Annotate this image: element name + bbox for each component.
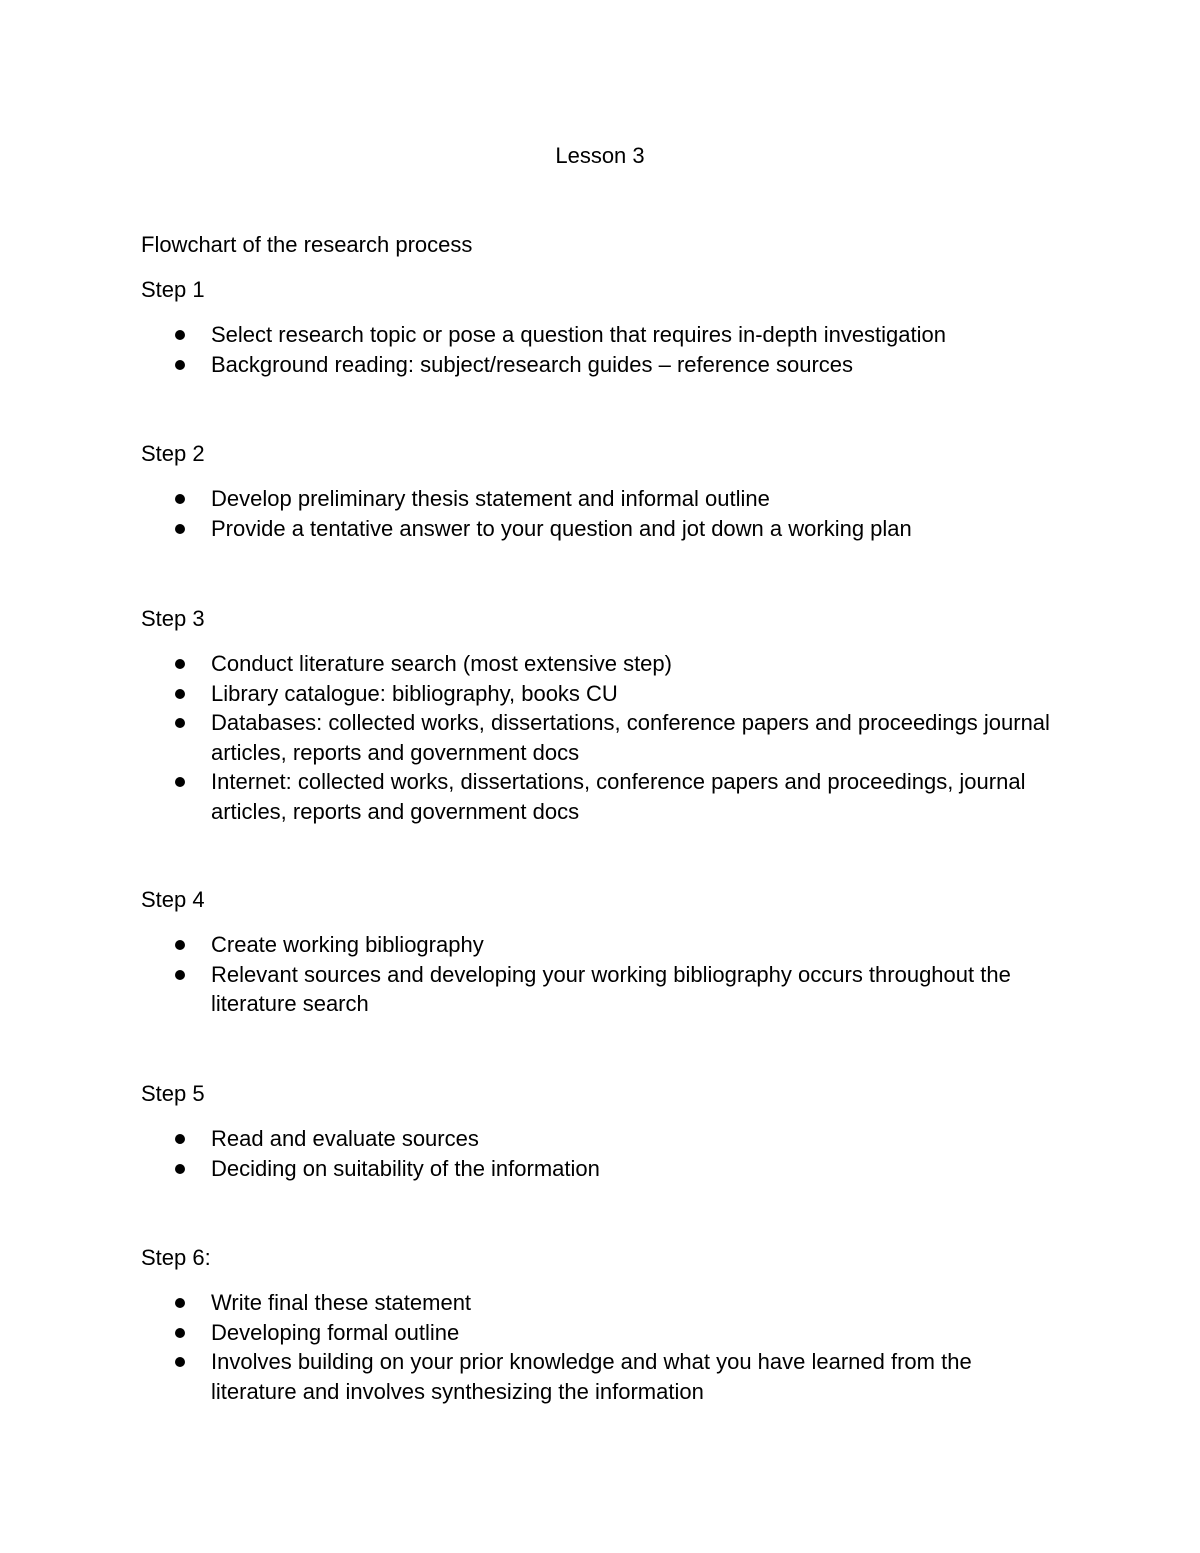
list-item <box>141 514 1061 544</box>
step-section-6 <box>141 1243 1061 1406</box>
bullet-list <box>141 1288 1061 1406</box>
bullet-icon <box>175 1134 185 1144</box>
list-item-text: Databases: collected works, dissertations, conference papers and proceedings journal articles, reports and government docs <box>211 710 1050 765</box>
step-section-3 <box>141 604 1061 826</box>
list-item-text: Write final these statement <box>211 1290 472 1315</box>
step-heading: Step 6: <box>141 1245 211 1270</box>
bullet-icon <box>175 940 185 950</box>
step-heading: Step 3 <box>141 606 205 631</box>
list-item <box>141 960 1061 1019</box>
list-item <box>141 350 1061 380</box>
list-item-text: Deciding on suitability of the information <box>211 1155 600 1181</box>
list-item-text: Relevant sources and developing your working bibliography occurs throughout the literature search <box>211 961 1011 1016</box>
list-item <box>141 679 1061 709</box>
list-item-text: Provide a tentative answer to your question and jot down a working plan <box>211 515 912 541</box>
list-item <box>141 1124 1061 1154</box>
list-item-text: Background reading: subject/research guides – reference sources <box>211 351 854 377</box>
list-item-text: Involves building on your prior knowledge and what you have learned from the literature and involves synthesizing the information <box>211 1349 972 1404</box>
bullet-list <box>141 1124 1061 1183</box>
bullet-icon <box>175 330 185 340</box>
bullet-icon <box>175 360 185 370</box>
list-item-text: Select research topic or pose a question that requires in-depth investigation <box>211 322 946 347</box>
list-item <box>141 320 1061 350</box>
list-item-text: Library catalogue: bibliography, books CU <box>211 680 618 706</box>
list-item-text: Developing formal outline <box>211 1319 460 1345</box>
list-item <box>141 1288 1061 1318</box>
bullet-list <box>141 484 1061 543</box>
bullet-icon <box>175 970 185 980</box>
list-item <box>141 708 1061 767</box>
list-item <box>141 484 1061 514</box>
list-item <box>141 1154 1061 1184</box>
bullet-icon <box>175 689 185 699</box>
document-subtitle: Flowchart of the research process <box>141 232 473 257</box>
list-item <box>141 649 1061 679</box>
step-section-5 <box>141 1079 1061 1183</box>
list-item <box>141 930 1061 960</box>
list-item <box>141 1318 1061 1348</box>
list-item-text: Develop preliminary thesis statement and informal outline <box>211 486 770 511</box>
bullet-list <box>141 320 1061 379</box>
list-item <box>141 767 1061 826</box>
bullet-list <box>141 649 1061 826</box>
bullet-icon <box>175 524 185 534</box>
step-heading: Step 1 <box>141 277 205 302</box>
list-item-text: Read and evaluate sources <box>211 1126 479 1151</box>
bullet-icon <box>175 659 185 669</box>
step-heading: Step 5 <box>141 1081 205 1106</box>
step-heading: Step 2 <box>141 441 205 466</box>
list-item-text: Internet: collected works, dissertations, conference papers and proceedings, journal articles, reports and government docs <box>211 769 1026 824</box>
bullet-icon <box>175 777 185 787</box>
bullet-icon <box>175 1298 185 1308</box>
step-section-1 <box>141 275 1061 379</box>
bullet-icon <box>175 1164 185 1174</box>
list-item-text: Conduct literature search (most extensive step) <box>211 651 672 676</box>
step-heading: Step 4 <box>141 887 205 912</box>
step-section-4 <box>141 885 1061 1019</box>
bullet-icon <box>175 494 185 504</box>
bullet-list <box>141 930 1061 1019</box>
bullet-icon <box>175 1357 185 1367</box>
bullet-icon <box>175 1328 185 1338</box>
page-title: Lesson 3 <box>555 143 645 168</box>
bullet-icon <box>175 718 185 728</box>
step-section-2 <box>141 439 1061 543</box>
list-item-text: Create working bibliography <box>211 932 484 957</box>
list-item <box>141 1347 1061 1406</box>
